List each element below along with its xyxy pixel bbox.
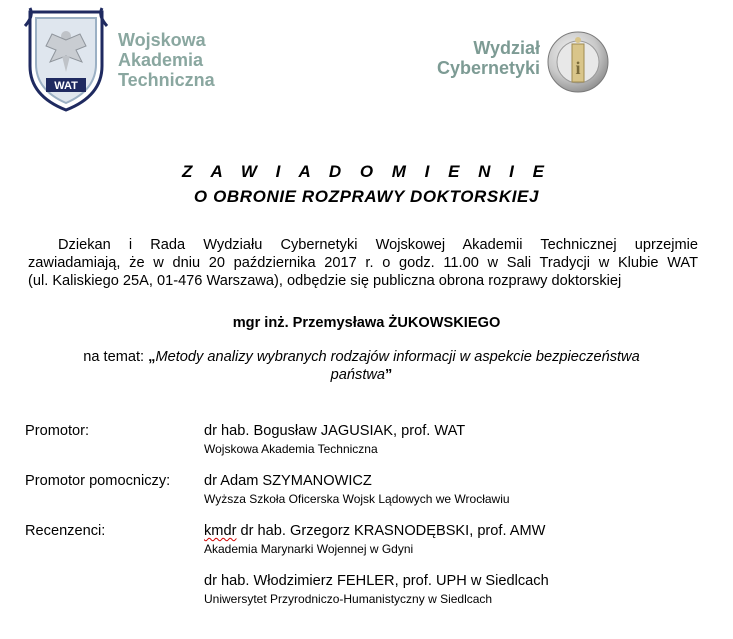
wat-logo-name bbox=[118, 30, 215, 90]
faculty-logo-name bbox=[426, 38, 540, 78]
faculty-logo-line-2: Cybernetyki bbox=[436, 58, 540, 78]
candidate-name: mgr inż. Przemysława ŻUKOWSKIEGO bbox=[232, 315, 501, 331]
assistant-promotor-name: dr Adam SZYMANOWICZ bbox=[204, 473, 372, 489]
promotor-label: Promotor: bbox=[25, 423, 90, 439]
wat-logo-line-1: Wojskowa bbox=[118, 30, 206, 50]
faculty-logo bbox=[420, 30, 620, 100]
wat-emblem-label: WAT bbox=[54, 80, 78, 92]
reviewers-label: Recenzenci: bbox=[25, 523, 106, 539]
faculty-logo-line-1: Wydział bbox=[473, 38, 540, 58]
topic-close-quote: ” bbox=[385, 367, 393, 383]
wat-emblem-icon bbox=[22, 6, 110, 114]
topic-title-line-2: państwa bbox=[330, 367, 386, 383]
document-title: Z A W I A D O M I E N I E bbox=[182, 162, 551, 181]
topic-title-line-1: Metody analizy wybranych rodzajów informacji w aspekcie bezpieczeństwa bbox=[155, 349, 640, 365]
dissertation-topic bbox=[30, 348, 693, 384]
promotor-name: dr hab. Bogusław JAGUSIAK, prof. WAT bbox=[204, 423, 466, 439]
announcement-paragraph bbox=[28, 236, 698, 290]
topic-line-1 bbox=[30, 348, 693, 366]
wat-logo-line-2: Akademia bbox=[118, 50, 204, 70]
assistant-promotor-label: Promotor pomocniczy: bbox=[25, 473, 171, 489]
assistant-promotor-institution: Wyższa Szkoła Oficerska Wojsk Lądowych we Wrocławiu bbox=[204, 492, 510, 506]
wat-logo bbox=[22, 6, 232, 118]
reviewer-2-name-rest: dr hab. Włodzimierz FEHLER, prof. UPH w Siedlcach bbox=[204, 573, 549, 589]
reviewer-1-name-rest: dr hab. Grzegorz KRASNODĘBSKI, prof. AMW bbox=[236, 523, 546, 539]
promotor-institution: Wojskowa Akademia Techniczna bbox=[204, 442, 378, 456]
topic-prefix: na temat: bbox=[83, 349, 149, 365]
faculty-emblem-icon bbox=[546, 30, 610, 94]
reviewer-1-rank: kmdr bbox=[204, 523, 237, 539]
announcement-line-1: Dziekan i Rada Wydziału Cybernetyki Wojskowej Akademii Technicznej uprzejmie bbox=[58, 237, 698, 253]
announcement-line-2: zawiadamiają, że w dniu 20 października 2017 r. o godz. 11.00 w Sali Tradycji w Klubie WAT bbox=[28, 255, 698, 271]
document-subtitle: O OBRONIE ROZPRAWY DOKTORSKIEJ bbox=[193, 187, 540, 206]
reviewer-1-name bbox=[204, 523, 545, 539]
reviewer-2-name bbox=[204, 573, 549, 589]
announcement-line-3: (ul. Kaliskiego 25A, 01-476 Warszawa), odbędzie się publiczna obrona rozprawy doktorskiej bbox=[28, 273, 622, 289]
topic-open-quote: „ bbox=[148, 349, 156, 365]
wat-logo-line-3: Techniczna bbox=[118, 70, 215, 90]
reviewer-2-institution: Uniwersytet Przyrodniczo-Humanistyczny w Siedlcach bbox=[204, 592, 493, 606]
topic-line-2 bbox=[30, 366, 693, 384]
faculty-emblem-letter: i bbox=[575, 58, 581, 78]
reviewer-1-institution: Akademia Marynarki Wojennej w Gdyni bbox=[204, 542, 414, 556]
